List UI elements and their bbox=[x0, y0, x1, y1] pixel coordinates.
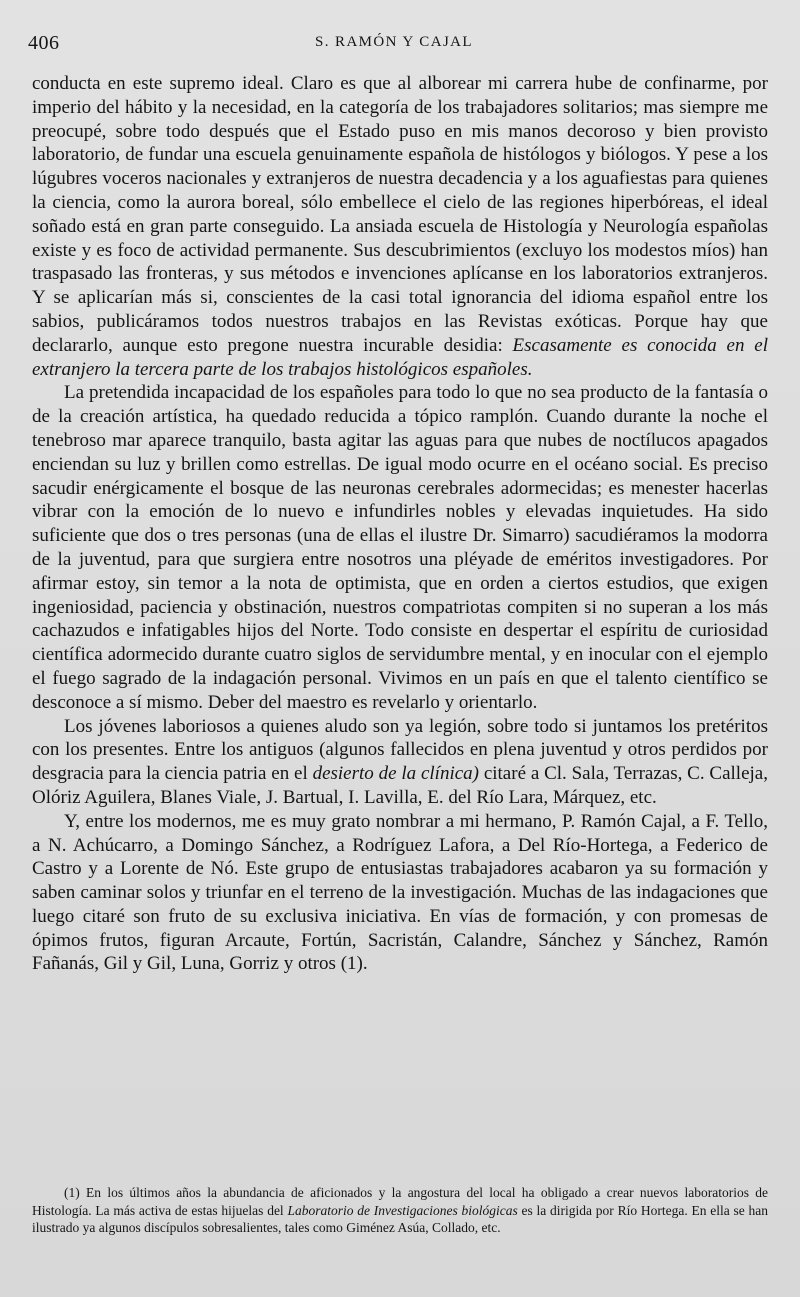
paragraph-1-italic: Escasamente es conocida en el extranjero la tercera parte de los trabajos histológicos españoles. bbox=[32, 334, 768, 380]
footnote-italic: Laboratorio de Investigaciones biológicas bbox=[287, 1202, 518, 1218]
page-number: 406 bbox=[28, 32, 60, 54]
paragraph-1 bbox=[32, 72, 768, 381]
paragraph-3-text-after: citaré a Cl. Sala, Terrazas, C. Calleja, Olóriz Aguilera, Blanes Viale, J. Bartual, I. Lavilla, E. del Río Lara, Márquez, etc. bbox=[32, 763, 768, 808]
paragraph-3-italic: desierto de la clínica) bbox=[312, 763, 479, 785]
paragraph-3 bbox=[32, 715, 768, 810]
paragraph-1-text: conducta en este supremo ideal. Claro es que al alborear mi carrera hube de confinarme, por imperio del hábito y la necesidad, en la categoría de los trabajadores solitarios; mas siempre me preocupé, sobre todo después que el Estado puso en mis manos decoroso y bien provisto laboratorio, de fundar una escuela genuinamente española de histólogos y biólogos. Y pese a los lúgubres voceros nacionales y extranjeros de nuestra decadencia y a los aguafiestas para quienes la ciencia, como la aurora boreal, sólo embellece el cielo de las regiones hiperbóreas, el ideal soñado está en gran parte conseguido. La ansiada escuela de Histología y Neurología españolas existe y es foco de actividad permanente. Sus descubrimientos (excluyo los modestos míos) han traspasado las fronteras, y sus métodos e invenciones aplícanse en los laboratorios extranjeros. Y se aplicarían más si, conscientes de la casi total ignorancia del idioma español entre los sabios, publicáramos todos nuestros trabajos en las Revistas exóticas. Porque hay que declararlo, aunque esto pregone nuestra incurable desidia: bbox=[32, 73, 768, 356]
footnote-text-before: (1) En los últimos años la abundancia de aficionados y la angostura del local ha obligado a crear nuevos laboratorios de Histología. La más activa de estas hijuelas del bbox=[32, 1185, 768, 1218]
footnote bbox=[32, 1184, 768, 1237]
running-title: S. RAMÓN Y CAJAL bbox=[315, 34, 473, 50]
footnote-text-after: es la dirigida por Río Hortega. En ella se han ilustrado ya algunos discípulos sobresalientes, tales como Giménez Asúa, Collado, etc. bbox=[32, 1202, 768, 1235]
paragraph-3-text-before: Los jóvenes laboriosos a quienes aludo son ya legión, sobre todo si juntamos los pretéritos con los presentes. Entre los antiguos (algunos fallecidos en plena juventud y otros perdidos por desgracia para la ciencia patria en el bbox=[32, 715, 768, 785]
body-text bbox=[32, 72, 768, 976]
paragraph-2: La pretendida incapacidad de los españoles para todo lo que no sea producto de la fantasía o de la creación artística, ha quedado reducida a tópico ramplón. Cuando durante la noche el tenebroso mar aparece tranquilo, basta agitar las aguas para que nubes de noctílucos apagados enciendan su luz y brillen como estrellas. De igual modo ocurre en el océano social. Es preciso sacudir enérgicamente el bosque de las neuronas cerebrales adormecidas; es menester hacerlas vibrar con la emoción de lo nuevo e infundirles nobles y elevadas inquietudes. Ha sido suficiente que dos o tres personas (una de ellas el ilustre Dr. Simarro) sacudiéramos la modorra de la juventud, para que surgiera entre nosotros una pléyade de eméritos investigadores. Por afirmar estoy, sin temor a la nota de optimista, que en orden a ciertos estudios, que exigen ingeniosidad, paciencia y obstinación, nuestros compatriotas compiten si no superan a los más cachazudos e infatigables hijos del Norte. Todo consiste en despertar el espíritu de curiosidad científica adormecido durante cuatro siglos de servidumbre mental, y en inocular con el ejemplo el fuego sagrado de la indagación personal. Vivimos en un país en que el talento científico se desconoce a sí mismo. Deber del maestro es revelarlo y orientarlo. bbox=[32, 382, 768, 713]
paragraph-4: Y, entre los modernos, me es muy grato nombrar a mi hermano, P. Ramón Cajal, a F. Tello, a N. Achúcarro, a Domingo Sánchez, a Rodríguez Lafora, a Del Río-Hortega, a Federico de Castro y a Lorente de Nó. Este grupo de entusiastas trabajadores acabaron ya su formación y saben caminar solos y triunfar en el terreno de la investigación. Muchas de las indagaciones que luego citaré son fruto de su exclusiva iniciativa. En vías de formación, y con promesas de ópimos frutos, figuran Arcaute, Fortún, Sacristán, Calandre, Sánchez y Sánchez, Ramón Fañanás, Gil y Gil, Luna, Gorriz y otros (1). bbox=[32, 810, 768, 975]
running-header bbox=[0, 32, 800, 56]
footnote-paragraph bbox=[32, 1184, 768, 1237]
